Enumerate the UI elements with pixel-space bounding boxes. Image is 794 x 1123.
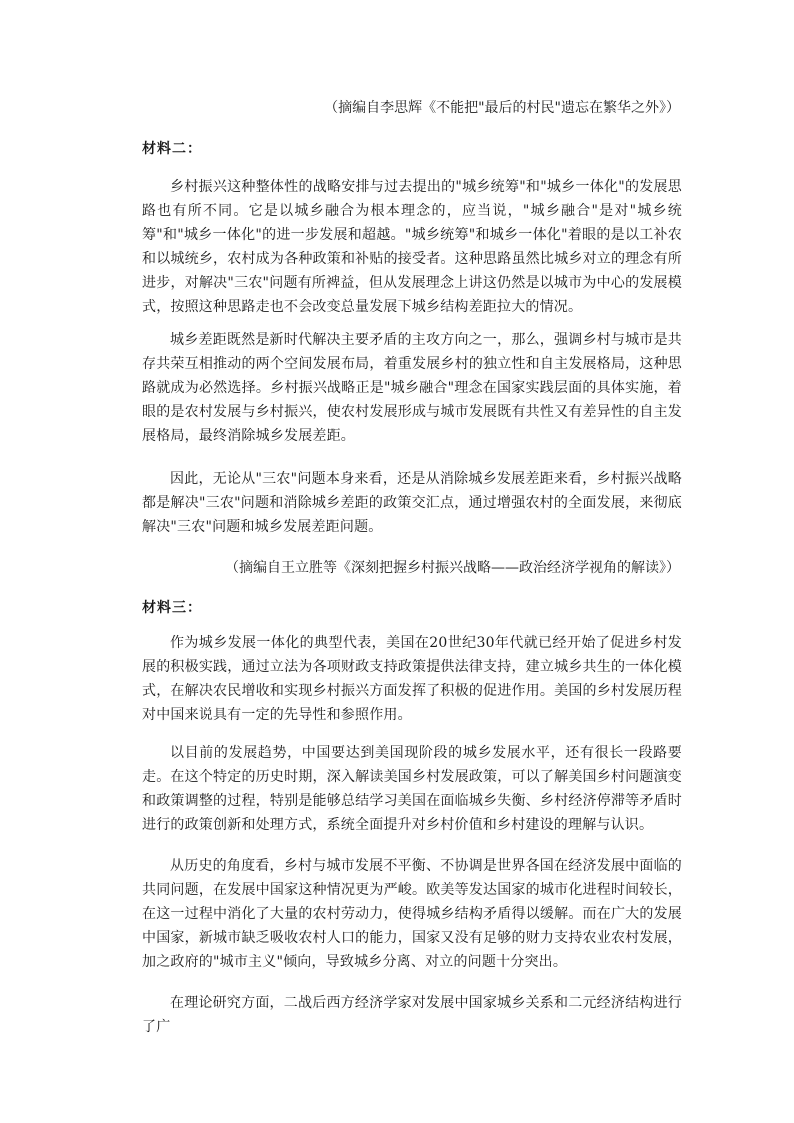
paragraph-text: 在理论研究方面，二战后西方经济学家对发展中国家城乡关系和二元经济结构进行了广 bbox=[142, 995, 682, 1035]
source-citation-1: （摘编自李思辉《不能把"最后的村民"遗忘在繁华之外》） bbox=[324, 100, 680, 116]
material-3-paragraph-2 bbox=[142, 741, 682, 837]
material-3-paragraph-1 bbox=[142, 631, 682, 727]
paragraph-text: 城乡差距既然是新时代解决主要矛盾的主攻方向之一，那么，强调乡村与城市是共存共荣互相推动的两个空间发展布局，着重发展乡村的独立性和自主发展格局，这种思路就成为必然选择。乡村振兴战略正是"城乡融合"理念在国家实践层面的具体实施，着眼的是农村发展与乡村振兴，使农村发展形成与城市发展既有共性又有差异性的自主发展格局，最终消除城乡发展差距。 bbox=[142, 332, 682, 444]
paragraph-text: 乡村振兴这种整体性的战略安排与过去提出的"城乡统筹"和"城乡一体化"的发展思路也有所不同。它是以城乡融合为根本理念的，应当说，"城乡融合"是对"城乡统筹"和"城乡一体化"的进一步发展和超越。"城乡统筹"和城乡一体化"着眼的是以工补农和以城统乡，农村成为各种政策和补贴的接受者。这种思路虽然比城乡对立的理念有所进步，对解决"三农"问题有所裨益，但从发展理念上讲这仍然是以城市为中心的发展模式，按照这种思路走也不会改变总量发展下城乡结构差距拉大的情况。 bbox=[142, 179, 682, 315]
paragraph-text: 以目前的发展趋势，中国要达到美国现阶段的城乡发展水平，还有很长一段路要走。在这个特定的历史时期，深入解读美国乡村发展政策，可以了解美国乡村问题演变和政策调整的过程，特别是能够总结学习美国在面临城乡失衡、乡村经济停滞等矛盾时进行的政策创新和处理方式，系统全面提升对乡村价值和乡村建设的理解与认识。 bbox=[142, 745, 682, 833]
material-2-paragraph-3 bbox=[142, 467, 682, 539]
material-2-heading: 材料二： bbox=[142, 141, 202, 157]
material-3-paragraph-3 bbox=[142, 854, 682, 974]
paragraph-text: 作为城乡发展一体化的典型代表，美国在20世纪30年代就已经开始了促进乡村发展的积极实践，通过立法为各项财政支持政策提供法律支持，建立城乡共生的一体化模式，在解决农民增收和实现乡村振兴方面发挥了积极的促进作用。美国的乡村发展历程对中国来说具有一定的先导性和参照作用。 bbox=[142, 635, 682, 723]
source-citation-2: （摘编自王立胜等《深刻把握乡村振兴战略——政治经济学视角的解读》） bbox=[225, 560, 680, 576]
paragraph-text: 从历史的角度看，乡村与城市发展不平衡、不协调是世界各国在经济发展中面临的共同问题，在发展中国家这种情况更为严峻。欧美等发达国家的城市化进程时间较长，在这一过程中消化了大量的农村劳动力，使得城乡结构矛盾得以缓解。而在广大的发展中国家，新城市缺乏吸收农村人口的能力，国家又没有足够的财力支持农业农村发展，加之政府的"城市主义"倾向，导致城乡分离、对立的问题十分突出。 bbox=[142, 858, 682, 970]
material-2-paragraph-2 bbox=[142, 328, 682, 448]
material-3-heading: 材料三： bbox=[142, 600, 202, 616]
material-3-paragraph-4 bbox=[142, 991, 682, 1039]
material-2-paragraph-1 bbox=[142, 175, 682, 319]
paragraph-text: 因此，无论从"三农"问题本身来看，还是从消除城乡发展差距来看，乡村振兴战略都是解决"三农"问题和消除城乡差距的政策交汇点，通过增强农村的全面发展，来彻底解决"三农"问题和城乡发展差距问题。 bbox=[142, 471, 682, 535]
